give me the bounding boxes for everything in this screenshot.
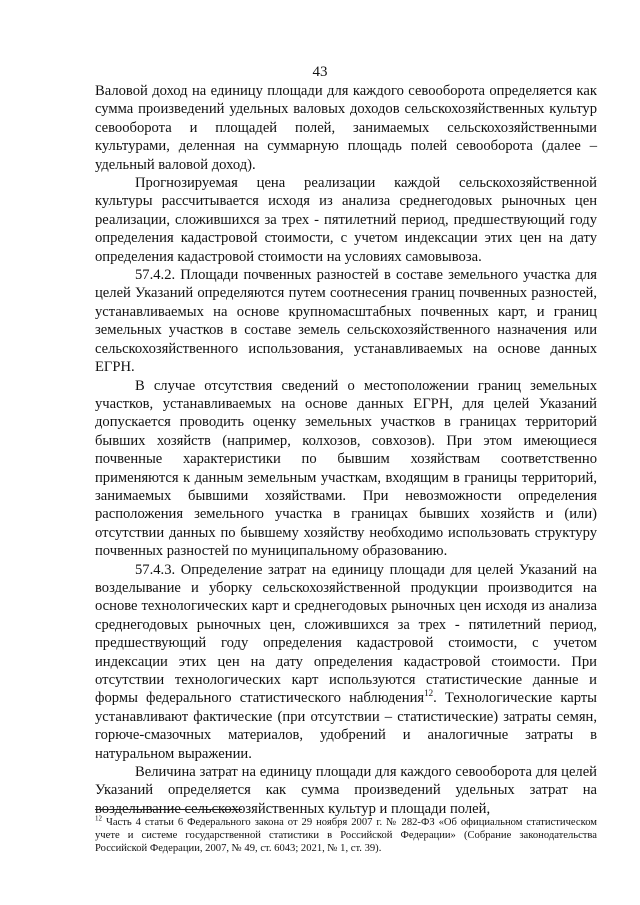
footnote-divider (95, 809, 242, 810)
paragraph-57-4-3 (95, 561, 597, 763)
footnote-mark: 12 (95, 814, 102, 823)
paragraph-cost-per-area: Величина затрат на единицу площади для каждого севооборота для целей Указаний определяется как сумма произведений удельных затрат на возделывание сельскохозяйственных культур и площади полей, (95, 764, 597, 817)
footnote-reference: 12 (424, 688, 434, 699)
paragraph-57-4-2: 57.4.2. Площади почвенных разностей в составе земельного участка для целей Указаний определяются путем соотнесения границ почвенных разностей, устанавливаемых на основе крупномасштабных почвенных карт, и границ земельных участков в составе земель сельскохозяйственного назначения или сельскохозяйственного использования, устанавливаемых на основе данных ЕГРН. (95, 267, 597, 376)
paragraph-57-4-3-text-continued: . Технологические карты устанавливают фактические (при отсутствии – статистические) затраты семян, горюче-смазочных материалов, удобрений и аналогичные затраты в натуральном выражении. (95, 690, 597, 762)
page-number: 43 (312, 64, 328, 80)
footnote-text: Часть 4 статьи 6 Федерального закона от 29 ноября 2007 г. № 282-ФЗ «Об официальном статистическом учете и системе государственной статистики в Российской Федерации» (Собрание законодательства Российской Федерации, 2007, № 49, ст. 6043; 2021, № 1, ст. 39). (95, 817, 597, 855)
paragraph-forecast-price: Прогнозируемая цена реализации каждой сельскохозяйственной культуры рассчитывается исходя из анализа среднегодовых рыночных цен реализации, сложившихся за трех - пятилетний период, предшествующий году определения кадастровой стоимости, с учетом индексации этих цен на дату определения кадастровой стоимости на условиях самовывоза. (95, 175, 597, 265)
footnote (95, 816, 597, 856)
paragraph-gross-income: Валовой доход на единицу площади для каждого севооборота определяется как сумма произведений удельных валовых доходов сельскохозяйственных культур севооборота и площадей полей, занимаемых сельскохозяйственными культурами, деленная на суммарную площадь полей севооборота (далее – удельный валовой доход). (95, 83, 597, 173)
paragraph-57-4-3-text: 57.4.3. Определение затрат на единицу площади для целей Указаний на возделывание и уборку сельскохозяйственной продукции производится на основе технологических карт и среднегодовых рыночных цен исходя из анализа среднегодовых рыночных цен, сложившихся за трех - пятилетний период, предшествующий году определения кадастровой стоимости, с учетом индексации этих цен на дату определения кадастровой стоимости. При отсутствии технологических карт используются статистические данные и формы федерального статистического наблюдения (95, 561, 597, 707)
body-text (95, 82, 597, 818)
paragraph-missing-boundaries: В случае отсутствия сведений о местоположении границ земельных участков, устанавливаемых на основе данных ЕГРН, для целей Указаний допускается проводить оценку земельных участков в границах территорий бывших хозяйств (например, колхозов, совхозов). При этом имеющиеся почвенные характеристики по бывшим хозяйствам соответственно применяются к данным земельным участкам, входящим в границы территорий, занимаемых бывшими хозяйствами. При невозможности определения расположения земельного участка в границах бывших хозяйств и (или) отсутствии данных по бывшему хозяйству необходимо использовать структуру почвенных разностей по муниципальному образованию. (95, 377, 597, 560)
